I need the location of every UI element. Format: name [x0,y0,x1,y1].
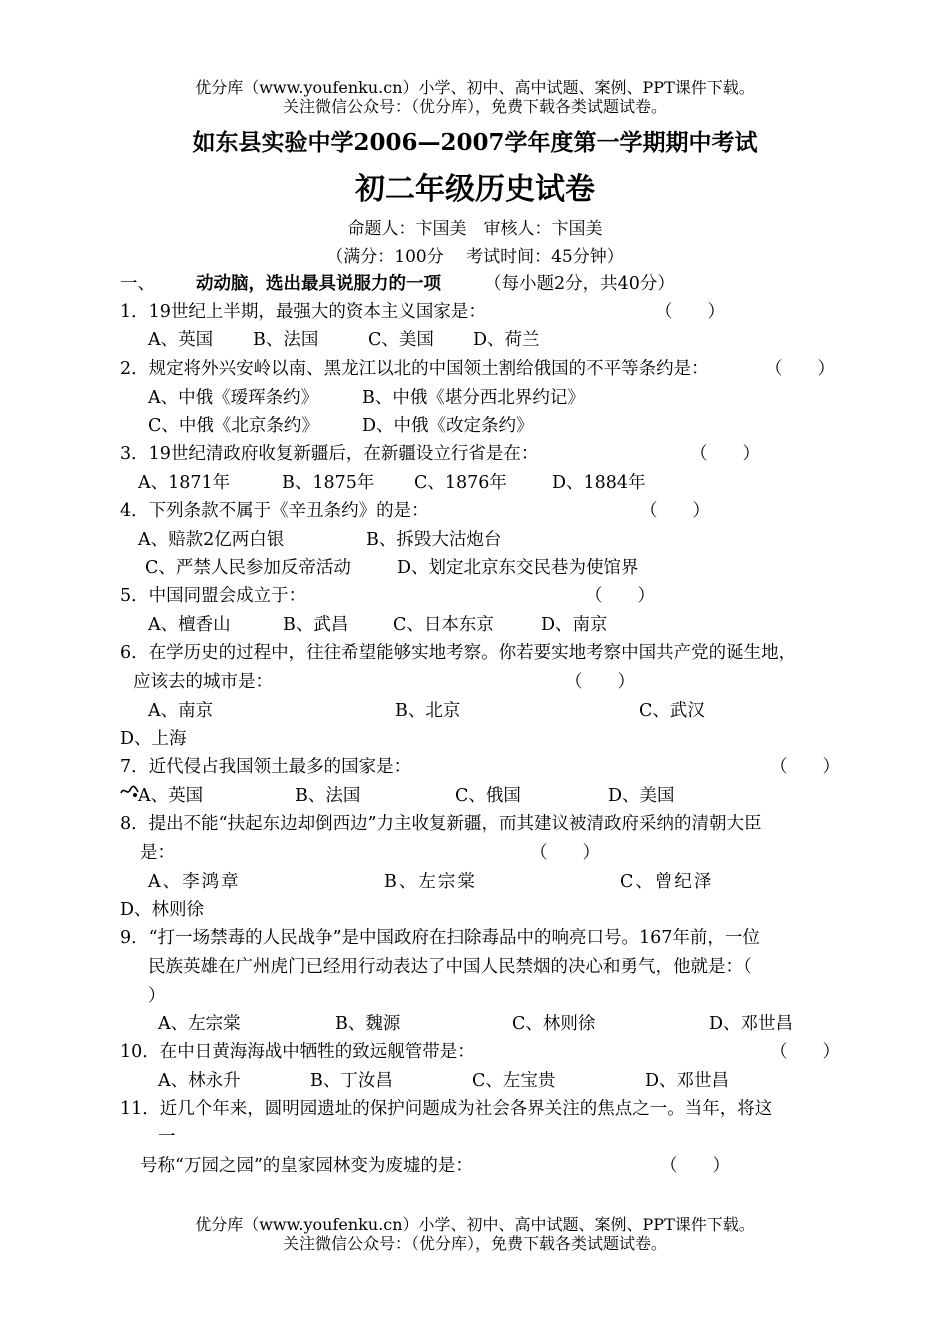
question-7-stem: 7．近代侵占我国领土最多的国家是： [120,757,412,777]
option-b: B、武昌 [283,615,349,635]
option-a: A、左宗棠 [158,1014,241,1034]
option-c: C、左宝贵 [472,1071,556,1091]
question-8-stem: 8．提出不能“扶起东边却倒西边”力主收复新疆，而其建议被清政府采纳的清朝大臣 [120,814,762,834]
option-c: C、严禁人民参加反帝活动 [145,558,351,578]
option-d: D、划定北京东交民巷为使馆界 [397,558,639,578]
question-10-bracket: （ ） [770,1042,840,1062]
question-9-stem: 9．“打一场禁毒的人民战争”是中国政府在扫除毒品中的响亮口号。167年前，一位 [120,928,760,948]
question-4-bracket: （ ） [640,501,710,521]
question-11-stem: 11．近几个年来，圆明园遗址的保护问题成为社会各界关注的焦点之一。当年，将这 [120,1099,773,1119]
option-b: B、1875年 [282,473,375,493]
question-10-stem: 10．在中日黄海海战中牺牲的致远舰管带是： [120,1042,475,1062]
option-c: C、林则徐 [512,1014,596,1034]
section-note: （每小题2分，共40分） [484,274,675,294]
option-d: D、南京 [541,615,608,635]
question-3-bracket: （ ） [690,444,760,464]
option-d: D、上海 [120,729,187,749]
option-a: A、南京 [148,701,214,721]
question-11-bracket: （ ） [660,1156,730,1176]
exam-meta: （满分：100分 考试时间：45分钟） [326,247,624,267]
question-2-bracket: （ ） [765,359,835,379]
option-b: B、魏源 [335,1014,401,1034]
question-9-stem-cont: 民族英雄在广州虎门已经用行动表达了中国人民禁烟的决心和勇气，他就是：（ [148,957,752,977]
option-a: A、檀香山 [148,615,231,635]
footer-line-1: 优分库（www.youfenku.cn）小学、初中、高中试题、案例、PPT课件下载。 [195,1215,755,1234]
option-c: C、日本东京 [393,615,494,635]
option-b: B、左宗棠 [384,872,477,892]
option-b: B、法国 [295,786,361,806]
option-a: A、英国 [138,786,204,806]
option-b: B、法国 [253,330,319,350]
option-d: D、荷兰 [473,330,540,350]
option-b: B、北京 [395,701,461,721]
option-d: D、1884年 [552,473,646,493]
option-c: C、曾纪泽 [620,872,714,892]
question-3-stem: 3．19世纪清政府收复新疆后，在新疆设立行省是在： [120,444,539,464]
question-1-stem: 1．19世纪上半期，最强大的资本主义国家是： [120,302,486,322]
exam-title: 如东县实验中学2006—2007学年度第一学期期中考试 [192,129,758,156]
header-line-2: 关注微信公众号：（优分库），免费下载各类试题试卷。 [282,97,667,116]
question-9-bracket-close: ） [148,986,166,1006]
question-8-bracket: （ ） [530,843,600,863]
option-d: D、邓世昌 [709,1014,794,1034]
option-a: A、英国 [148,330,214,350]
question-8-stem-cont: 是： [140,843,175,863]
option-d: D、美国 [608,786,675,806]
question-6-stem: 6．在学历史的过程中，往往希望能够实地考察。你若要实地考察中国共产党的诞生地， [120,643,797,663]
option-c: C、中俄《北京条约》 [148,416,319,436]
option-c: C、武汉 [639,701,705,721]
question-11-stem-line-3: 号称“万园之园”的皇家园林变为废墟的是： [140,1156,473,1176]
exam-subtitle: 初二年级历史试卷 [355,172,595,207]
option-d: D、林则徐 [120,900,205,920]
question-1-bracket: （ ） [655,302,725,322]
option-a: A、1871年 [138,473,231,493]
option-c: C、俄国 [455,786,521,806]
question-7-bracket: （ ） [770,757,840,777]
option-b: B、丁汝昌 [310,1071,393,1091]
question-11-stem-cont: 一 [158,1127,176,1147]
option-d: D、中俄《改定条约》 [362,416,534,436]
option-b: B、中俄《堪分西北界约记》 [362,388,585,408]
header-line-1: 优分库（www.youfenku.cn）小学、初中、高中试题、案例、PPT课件下载。 [195,78,755,97]
section-number: 一、 [120,274,155,294]
question-2-stem: 2．规定将外兴安岭以南、黑龙江以北的中国领土割给俄国的不平等条约是： [120,359,709,379]
question-4-stem: 4．下列条款不属于《辛丑条约》的是： [120,501,429,521]
option-a: A、中俄《瑷珲条约》 [148,388,319,408]
option-a: A、林永升 [158,1071,241,1091]
question-5-bracket: （ ） [585,586,655,606]
option-c: C、美国 [368,330,434,350]
section-title: 动动脑，选出最具说服力的一项 [196,274,441,294]
option-a: A、赔款2亿两白银 [138,530,285,550]
option-c: C、1876年 [414,473,507,493]
option-b: B、拆毁大沽炮台 [366,530,502,550]
squiggle-icon [120,782,140,804]
question-6-stem-cont: 应该去的城市是： [133,672,273,692]
exam-authors: 命题人：卞国美 审核人：卞国美 [347,219,603,239]
option-a: A、李鸿章 [148,872,241,892]
footer-line-2: 关注微信公众号：（优分库），免费下载各类试题试卷。 [282,1234,667,1253]
question-6-bracket: （ ） [565,672,635,692]
question-5-stem: 5．中国同盟会成立于： [120,586,307,606]
option-d: D、邓世昌 [645,1071,730,1091]
